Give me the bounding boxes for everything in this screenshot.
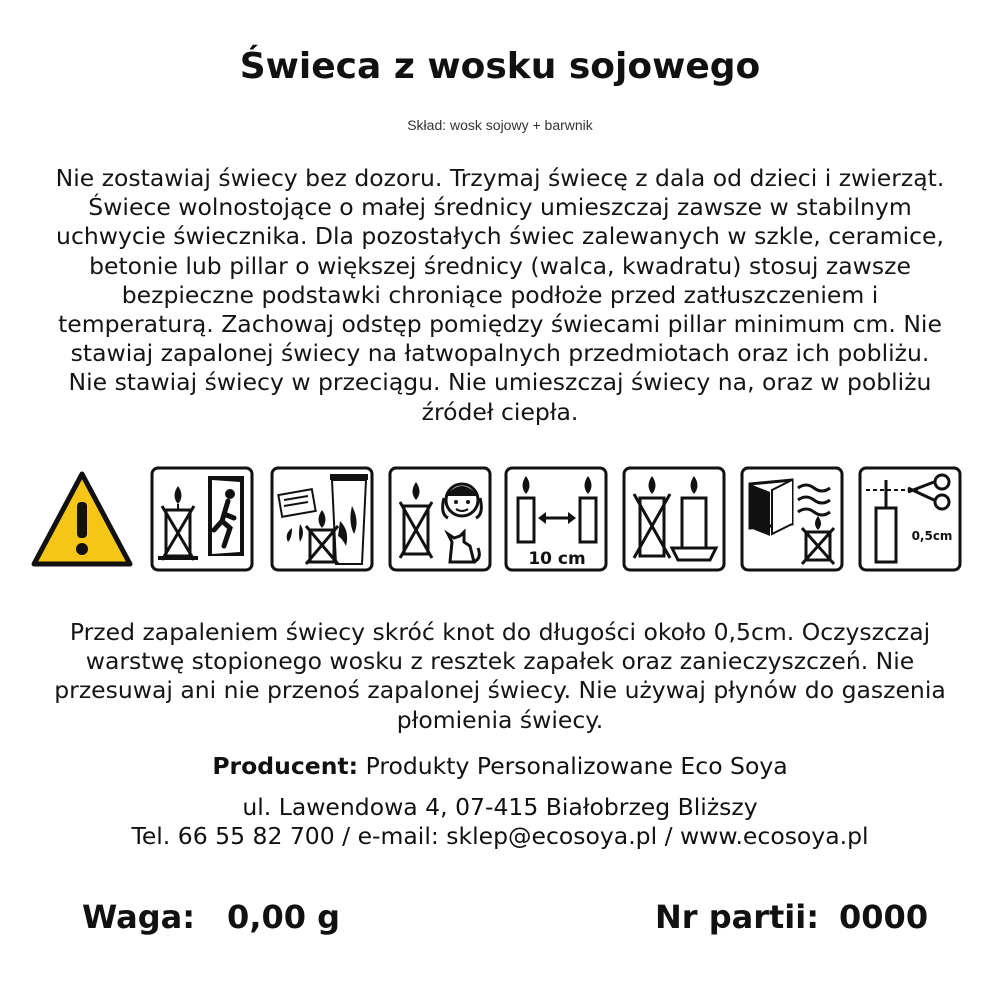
care-line: Przed zapaleniem świecy skróć knot do długości około 0,5cm. Oczyszczaj	[69, 618, 931, 646]
use-candle-holder-icon	[622, 466, 726, 572]
warning-line: źródeł ciepła.	[421, 397, 579, 426]
care-line: płomienia świecy.	[396, 705, 604, 734]
warning-line: stawiaj zapalonej świecy na łatwopalnych przedmiotach oraz ich pobliżu.	[70, 339, 930, 368]
trim-wick-icon	[858, 466, 962, 572]
batch-field	[655, 898, 928, 936]
weight-label: Waga:	[82, 898, 196, 936]
producer-label: Producent:	[212, 752, 359, 780]
batch-label: Nr partii:	[655, 898, 820, 936]
warning-triangle-icon	[30, 466, 134, 572]
producer-contact: Tel. 66 55 82 700 / e-mail: sklep@ecosoya.pl / www.ecosoya.pl	[131, 822, 869, 850]
weight-value: 0,00 g	[227, 898, 341, 936]
weight-field	[82, 898, 340, 936]
producer-name: Produkty Personalizowane Eco Soya	[365, 752, 788, 780]
keep-away-from-children-pets-icon	[388, 466, 492, 572]
warning-line: Nie zostawiaj świecy bez dozoru. Trzymaj świecę z dala od dzieci i zwierząt.	[55, 164, 945, 192]
safety-warning-paragraph	[30, 164, 970, 427]
composition-text: Skład: wosk sojowy + barwnik	[407, 117, 593, 133]
spacing-label: 10 cm	[528, 549, 586, 569]
care-line: przesuwaj ani nie przenoś zapalonej świecy. Nie używaj płynów do gaszenia	[54, 676, 946, 705]
wick-length-label: 0,5cm	[911, 529, 953, 543]
care-line: warstwę stopionego wosku z resztek zapałek oraz zanieczyszczeń. Nie	[85, 647, 915, 676]
warning-line: temperaturą. Zachowaj odstęp pomiędzy świecami pillar minimum cm. Nie	[58, 310, 942, 339]
warning-line: betonie lub pillar o większej średnicy (walca, kwadratu) stosuj zawsze	[89, 251, 911, 280]
batch-value: 0000	[839, 898, 929, 936]
warning-line: bezpieczne podstawki chroniące podłoże przed zatłuszczeniem i	[121, 280, 879, 309]
no-unattended-candle-icon	[150, 466, 254, 572]
no-flammable-materials-icon	[270, 466, 374, 572]
warning-line: Nie stawiaj świecy w przeciągu. Nie umieszczaj świecy na, oraz w pobliżu	[68, 368, 932, 397]
care-instructions-paragraph	[30, 618, 970, 735]
producer-line	[0, 752, 1000, 780]
candle-spacing-icon	[504, 466, 608, 572]
warning-line: Świece wolnostojące o małej średnicy umieszczaj zawsze w stabilnym	[88, 193, 912, 222]
warning-line: uchwycie świecznika. Dla pozostałych świec zalewanych w szkle, ceramice,	[56, 222, 944, 251]
page-title: Świeca z wosku sojowego	[239, 46, 761, 87]
producer-address: ul. Lawendowa 4, 07-415 Białobrzeg Bliższy	[242, 793, 758, 821]
safety-icons-row	[30, 464, 970, 576]
no-draft-icon	[740, 466, 844, 572]
